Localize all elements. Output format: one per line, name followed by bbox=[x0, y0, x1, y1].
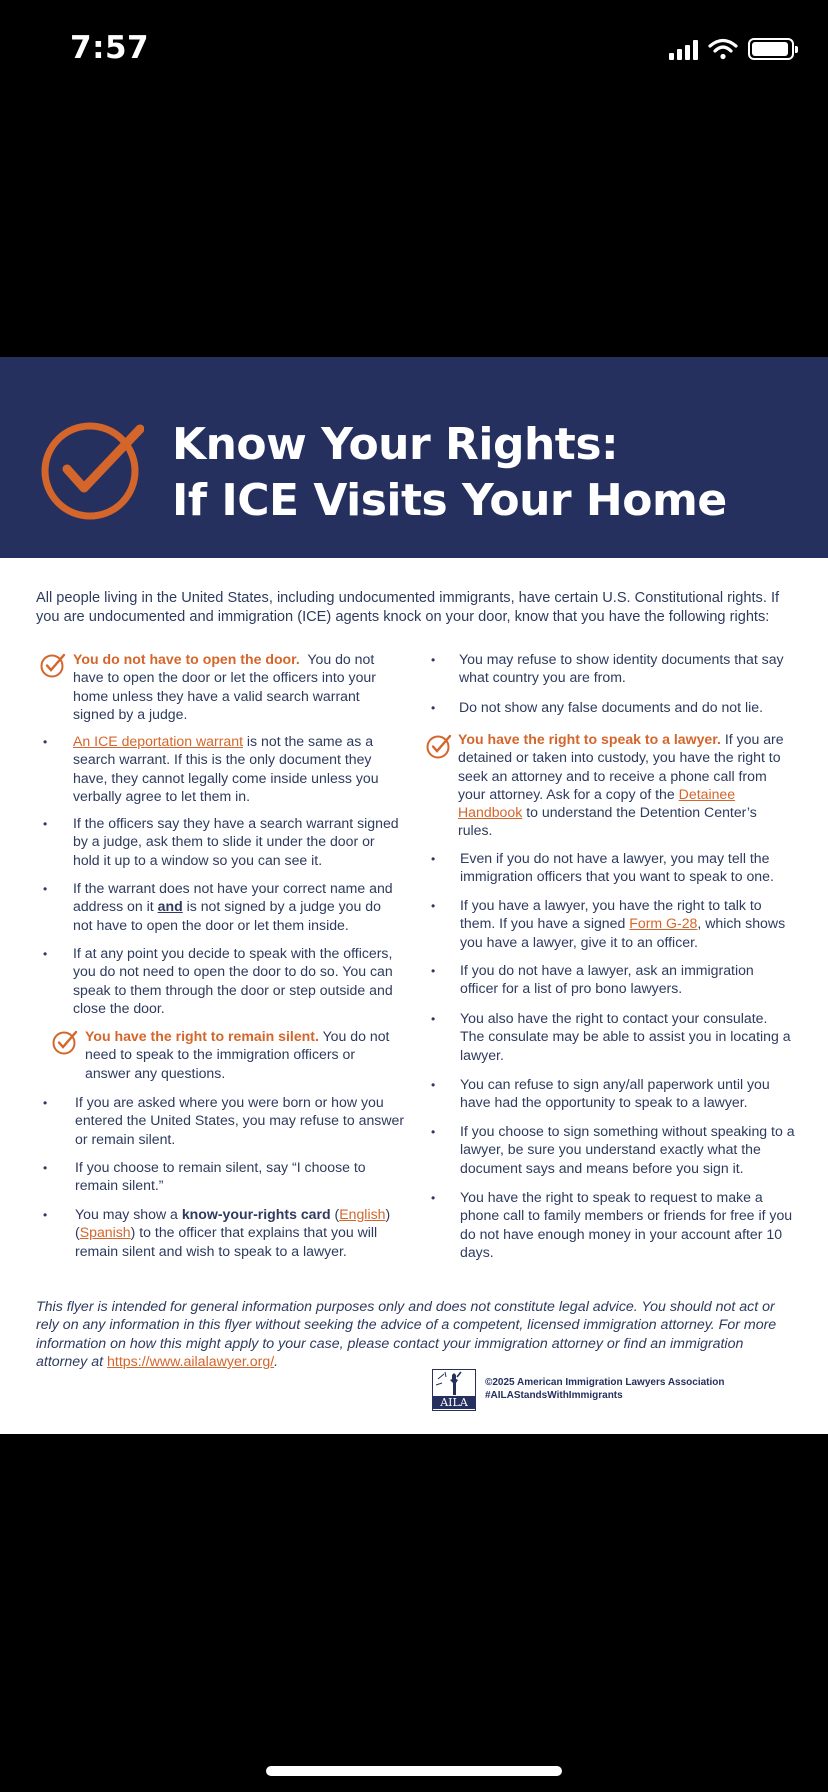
ailalawyer-link[interactable]: https://www.ailalawyer.org/ bbox=[107, 1353, 275, 1370]
check-circle-icon bbox=[426, 733, 452, 759]
title-banner bbox=[0, 357, 828, 558]
english-card-link[interactable]: English bbox=[339, 1206, 386, 1222]
check-circle-icon bbox=[52, 1029, 78, 1055]
flyer-image: Know Your Rights: If ICE Visits Your Home All people living in the United States, including undocumented immigrants, have certain U.S. Constitutional rights. If you are undocumented and immigration (ICE) agents knock on your door, know that you have the following rights: You do not have to open the door. You do not have to open the door or let the officers into your home unless they have a valid search warrant signed by a judge. • An ICE deportation warrant is not the same as a search warrant. If this is the only document they have, they cannot legally come inside unless you verbally agree to let them in. • If the officers say they have a search warrant signed by a judge, ask them to slide it under the door or hold it up to a window so you can see it. • If the warrant does not have your correct name and address on it and is not signed by a judge you do not have to open the door or let them inside. • If at any point you decide to speak with the officers, you do not need to open the door to do so. You can speak to them through the door or step outside and close the door. You have the right to remain silent. You do not need to speak to the immigration officers or answer any questions. • If you are asked where you were born or how you entered the United States, you may refuse to answer or remain silent. • If you choose to remain silent, say “I choose to remain silent.” • You may show a know-your-rights card (English) (Spanish) to the officer that explains that you will remain silent and wish to speak to a lawyer. • You may refuse to show identity documents that say what country you are from. • Do not show any false documents and do not lie. You have the right to speak to a lawyer. If you are detained or taken into custody, you have the right to seek an attorney and to receive a phone call from your attorney. Ask for a copy of the Detainee Handbook to understand the Detention Center’s rules. • Even if you do not have a lawyer, you may tell the immigration officers that you want to speak to one. • If you have a lawyer, you have the right to talk to them. If you have a signed Form G-28, which shows you have a lawyer, give it to an officer. • If you do not have a lawyer, ask an immigration officer for a list of pro bono lawyers. • You also have the right to contact your consulate. The consulate may be able to assist you in locating a lawyer. • You can refuse to sign any/all paperwork until you have had the opportunity to speak to a lawyer. • If you choose to sign something without speaking to a lawyer, be sure you understand exactly what the document says and means before you sign it. • You have the right to speak to request to make a phone call to family members or friends for free if you do not have enough money in your account after 10 days. This flyer is intended for general information purposes only and does not constitute legal advice. You should not act or rely on any information in this flyer without seeking the advice of a competent, licensed immigration attorney. For more information on how this might apply to your case, please contact your immigration attorney or find an immigration attorney at https://www.ailalawyer.org/. AILA ©2025 American Immigration Lawyers Association #AILAStandsWithImmigrants bbox=[0, 357, 828, 1434]
wifi-icon bbox=[708, 38, 738, 60]
home-indicator[interactable] bbox=[266, 1766, 562, 1776]
statue-of-liberty-icon bbox=[433, 1371, 475, 1397]
cellular-signal-icon bbox=[669, 38, 698, 60]
detainee-handbook-link[interactable]: Detainee Handbook bbox=[458, 785, 736, 821]
check-circle-icon bbox=[40, 652, 66, 678]
intro-paragraph: All people living in the United States, including undocumented immigrants, have certain U.S. Constitutional rights. If you are undocumented and immigration (ICE) agents knock on your door, know that you have the following rights: bbox=[36, 590, 780, 625]
footer-credits: ©2025 American Immigration Lawyers Association #AILAStandsWithImmigrants bbox=[485, 1377, 725, 1401]
aila-logo: AILA bbox=[432, 1369, 476, 1411]
status-icons bbox=[669, 36, 794, 62]
flyer-title: Know Your Rights: If ICE Visits Your Home bbox=[172, 419, 727, 526]
status-bar bbox=[0, 0, 828, 100]
ice-warrant-link[interactable]: An ICE deportation warrant bbox=[73, 733, 243, 749]
checkmark-circle-icon bbox=[40, 419, 144, 523]
disclaimer: This flyer is intended for general information purposes only and does not constitute legal advice. You should not act or rely on any information in this flyer without seeking the advice of a competent, licensed immigration attorney. For more information on how this might apply to your case, please contact your immigration attorney or find an immigration attorney at https://www.ailalawyer.org/. bbox=[36, 1299, 777, 1370]
battery-icon bbox=[748, 38, 794, 60]
status-time: 7:57 bbox=[70, 30, 150, 66]
spanish-card-link[interactable]: Spanish bbox=[79, 1224, 131, 1241]
form-g28-link[interactable]: Form G-28 bbox=[629, 915, 698, 932]
